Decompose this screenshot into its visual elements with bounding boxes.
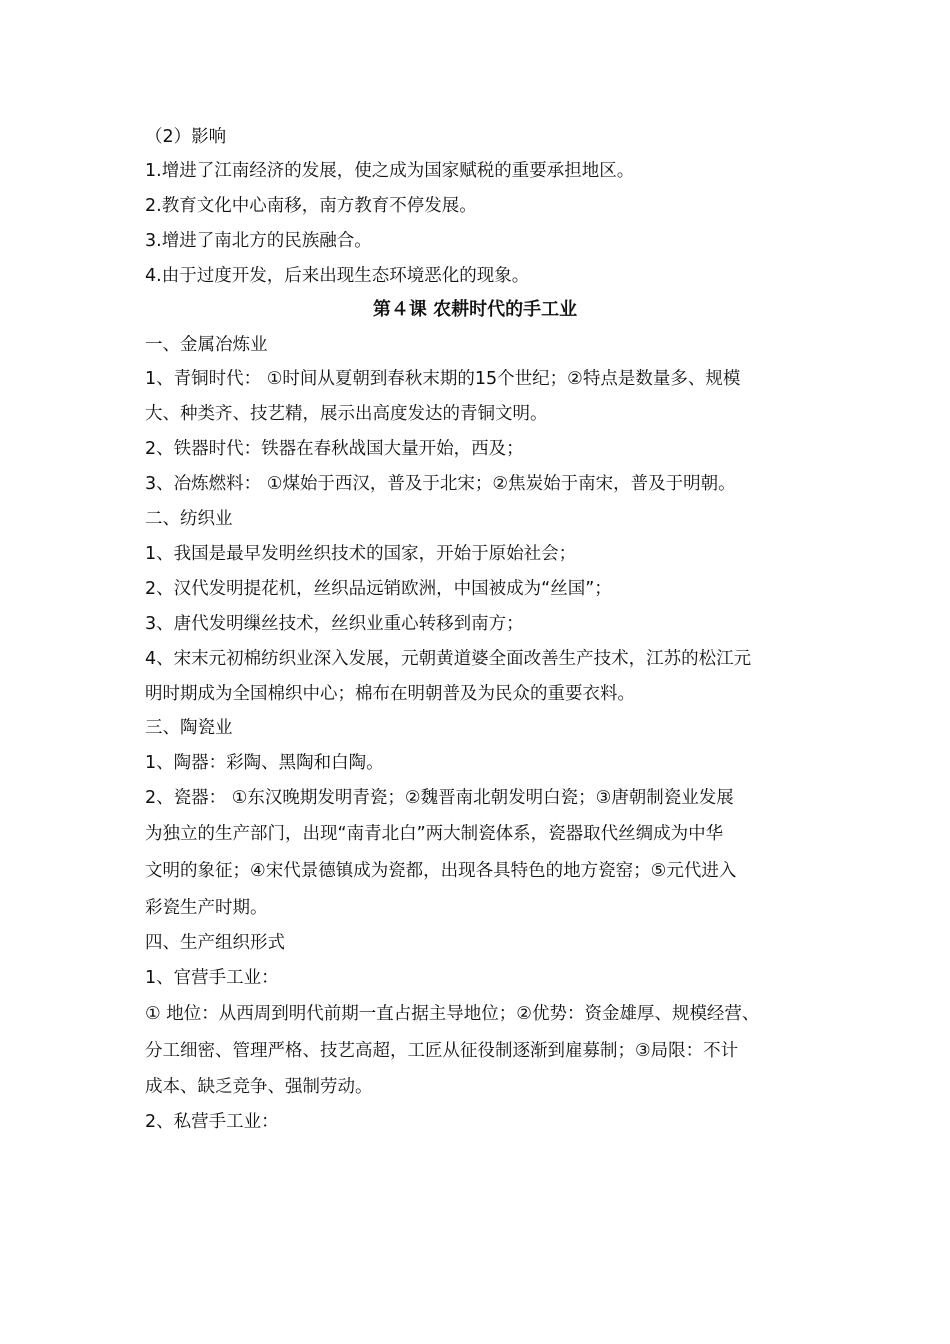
text-line: 2、铁器时代：铁器在春秋战国大量开始，西及； xyxy=(145,439,524,459)
section-heading-metallurgy: 一、金属冶炼业 xyxy=(145,335,268,355)
text-line: 1、青铜时代： ①时间从夏朝到春秋末期的15个世纪；②特点是数量多、规模 xyxy=(145,369,741,389)
text-line: 分工细密、管理严格、技艺高超，工匠从征役制逐渐到雇募制；③局限：不计 xyxy=(145,1041,739,1061)
text-line: ① 地位：从西周到明代前期一直占据主导地位；②优势：资金雄厚、规模经营、 xyxy=(145,1004,760,1024)
text-line: 1、我国是最早发明丝织技术的国家，开始于原始社会； xyxy=(145,544,577,564)
text-line: 文明的象征；④宋代景德镇成为瓷都，出现各具特色的地方瓷窑；⑤元代进入 xyxy=(145,861,737,881)
text-line: 大、种类齐、技艺精，展示出高度发达的青铜文明。 xyxy=(145,404,548,424)
text-line: 4.由于过度开发，后来出现生态环境恶化的现象。 xyxy=(145,266,530,286)
text-line: 2.教育文化中心南移，南方教育不停发展。 xyxy=(145,196,477,216)
lesson-title: 第４课 农耕时代的手工业 xyxy=(372,299,578,320)
text-line: 2、私营手工业： xyxy=(145,1112,279,1132)
section-heading-textile: 二、纺织业 xyxy=(145,509,233,529)
text-line: 为独立的生产部门，出现“南青北白”两大制瓷体系，瓷器取代丝绸成为中华 xyxy=(145,824,724,844)
text-line: 1.增进了江南经济的发展，使之成为国家赋税的重要承担地区。 xyxy=(145,161,635,181)
section-heading-ceramics: 三、陶瓷业 xyxy=(145,718,233,738)
text-line: 1、陶器：彩陶、黑陶和白陶。 xyxy=(145,753,384,773)
text-line: 成本、缺乏竞争、强制劳动。 xyxy=(145,1077,373,1097)
text-line: 1、官营手工业： xyxy=(145,968,279,988)
subheading-influence: （2）影响 xyxy=(145,127,227,147)
text-line: 明时期成为全国棉织中心；棉布在明朝普及为民众的重要衣料。 xyxy=(145,684,635,704)
text-line: 3、冶炼燃料： ①煤始于西汉，普及于北宋；②焦炭始于南宋，普及于明朝。 xyxy=(145,474,736,494)
text-line: 2、汉代发明提花机，丝织品远销欧洲，中国被成为“丝国”； xyxy=(145,579,612,599)
text-line: 3.增进了南北方的民族融合。 xyxy=(145,231,372,251)
text-line: 彩瓷生产时期。 xyxy=(145,898,268,918)
text-line: 3、唐代发明缫丝技术，丝织业重心转移到南方； xyxy=(145,614,524,634)
section-heading-production: 四、生产组织形式 xyxy=(145,933,285,953)
text-line: 4、宋末元初棉纺织业深入发展，元朝黄道婆全面改善生产技术，江苏的松江元 xyxy=(145,649,752,669)
text-line: 2、瓷器： ①东汉晚期发明青瓷；②魏晋南北朝发明白瓷；③唐朝制瓷业发展 xyxy=(145,788,734,808)
